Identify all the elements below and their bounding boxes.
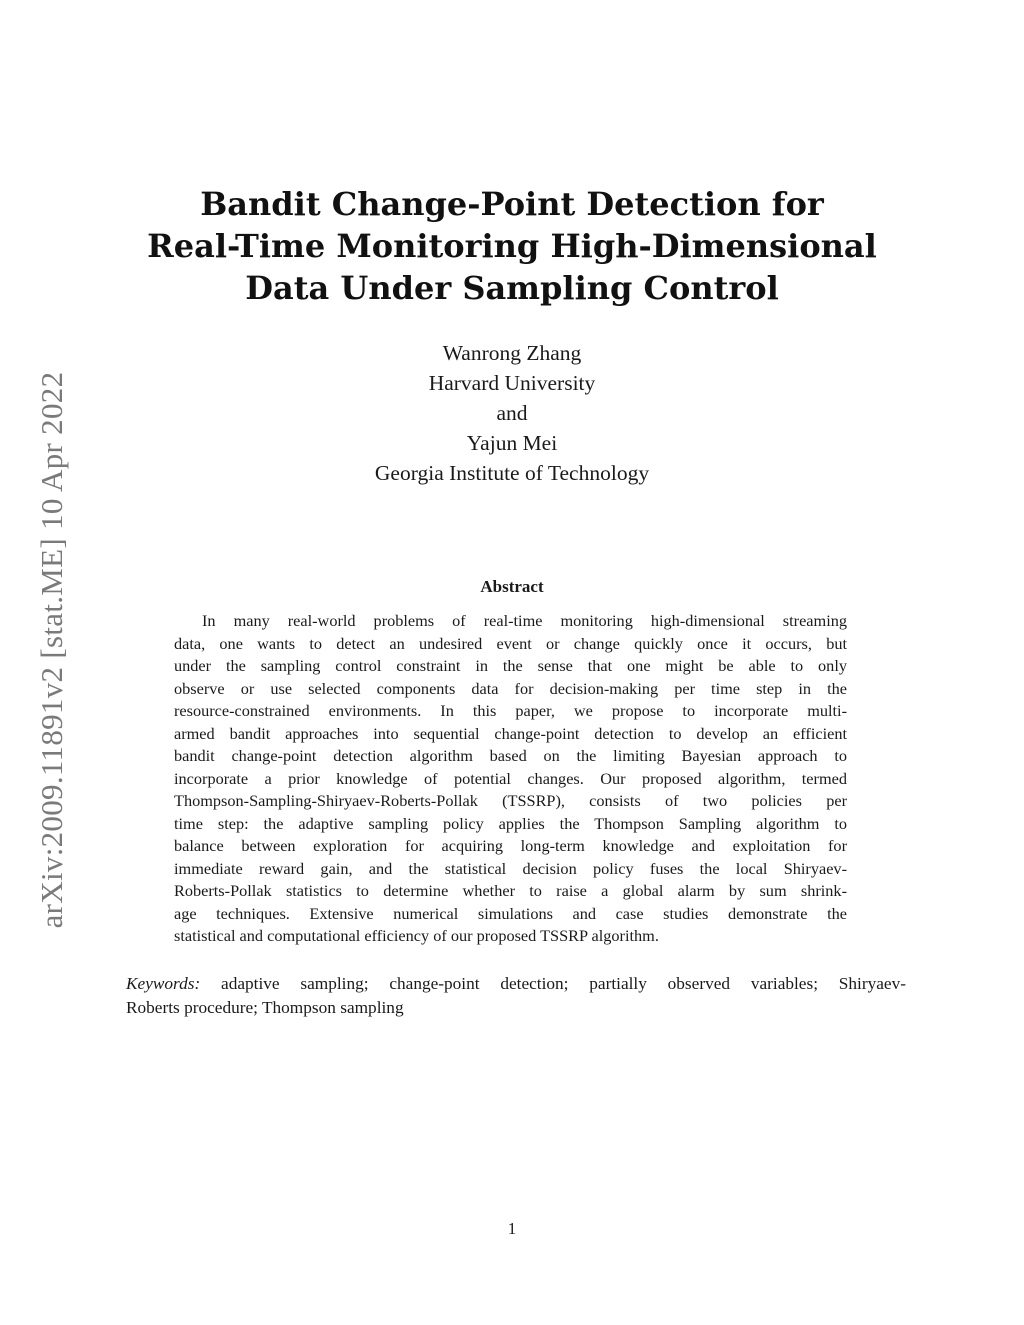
page-number: 1 — [507, 1219, 517, 1238]
arxiv-identifier-stamp: arXiv:2009.11891v2 [stat.ME] 10 Apr 2022 — [34, 371, 69, 929]
author-affiliation: Harvard University — [428, 371, 596, 395]
abstract-line: resource-constrained environments. In this paper, we propose to incorporate multi- — [174, 701, 847, 720]
author-name: Yajun Mei — [466, 431, 558, 455]
abstract-line: Thompson-Sampling-Shiryaev-Roberts-Pollak (TSSRP), consists of two policies per — [174, 791, 847, 810]
author-affiliation: Georgia Institute of Technology — [374, 461, 650, 485]
author-name: Wanrong Zhang — [442, 341, 582, 365]
keywords-text: adaptive sampling; change-point detection; partially observed variables; Shiryaev- — [221, 974, 906, 993]
keywords-section — [126, 972, 906, 1020]
keywords-label: Keywords: — [126, 974, 201, 993]
abstract-line: bandit change-point detection algorithm based on the limiting Bayesian approach to — [174, 746, 847, 765]
abstract-line: under the sampling control constraint in the sense that one might be able to only — [174, 656, 847, 675]
title-line: Real-Time Monitoring High-Dimensional — [147, 227, 877, 265]
abstract-line: statistical and computational efficiency of our proposed TSSRP algorithm. — [174, 926, 659, 945]
abstract-line: time step: the adaptive sampling policy applies the Thompson Sampling algorithm to — [174, 813, 847, 833]
abstract-line: balance between exploration for acquiring long-term knowledge and exploitation for — [174, 836, 847, 855]
abstract-line: observe or use selected components data for decision-making per time step in the — [174, 678, 847, 698]
abstract-line: In many real-world problems of real-time monitoring high-dimensional streaming — [202, 611, 847, 630]
author-block — [0, 338, 1024, 488]
title-line: Data Under Sampling Control — [245, 269, 779, 307]
abstract-line: Roberts-Pollak statistics to determine whether to raise a global alarm by sum shrink- — [174, 881, 847, 900]
abstract-heading: Abstract — [480, 577, 544, 596]
keywords-line: Roberts procedure; Thompson sampling — [126, 998, 404, 1017]
author-conjunction: and — [496, 401, 528, 425]
abstract-line: data, one wants to detect an undesired event or change quickly once it occurs, but — [174, 633, 847, 653]
abstract-line: age techniques. Extensive numerical simulations and case studies demonstrate the — [174, 903, 847, 923]
abstract-line: armed bandit approaches into sequential change-point detection to develop an efficient — [174, 723, 847, 743]
abstract-line: incorporate a prior knowledge of potential changes. Our proposed algorithm, termed — [174, 768, 847, 788]
title-line: Bandit Change-Point Detection for — [200, 185, 824, 223]
abstract-body — [174, 610, 847, 948]
keywords-line — [126, 972, 906, 996]
abstract-line: immediate reward gain, and the statistical decision policy fuses the local Shiryaev- — [174, 858, 847, 878]
paper-title — [0, 183, 1024, 309]
